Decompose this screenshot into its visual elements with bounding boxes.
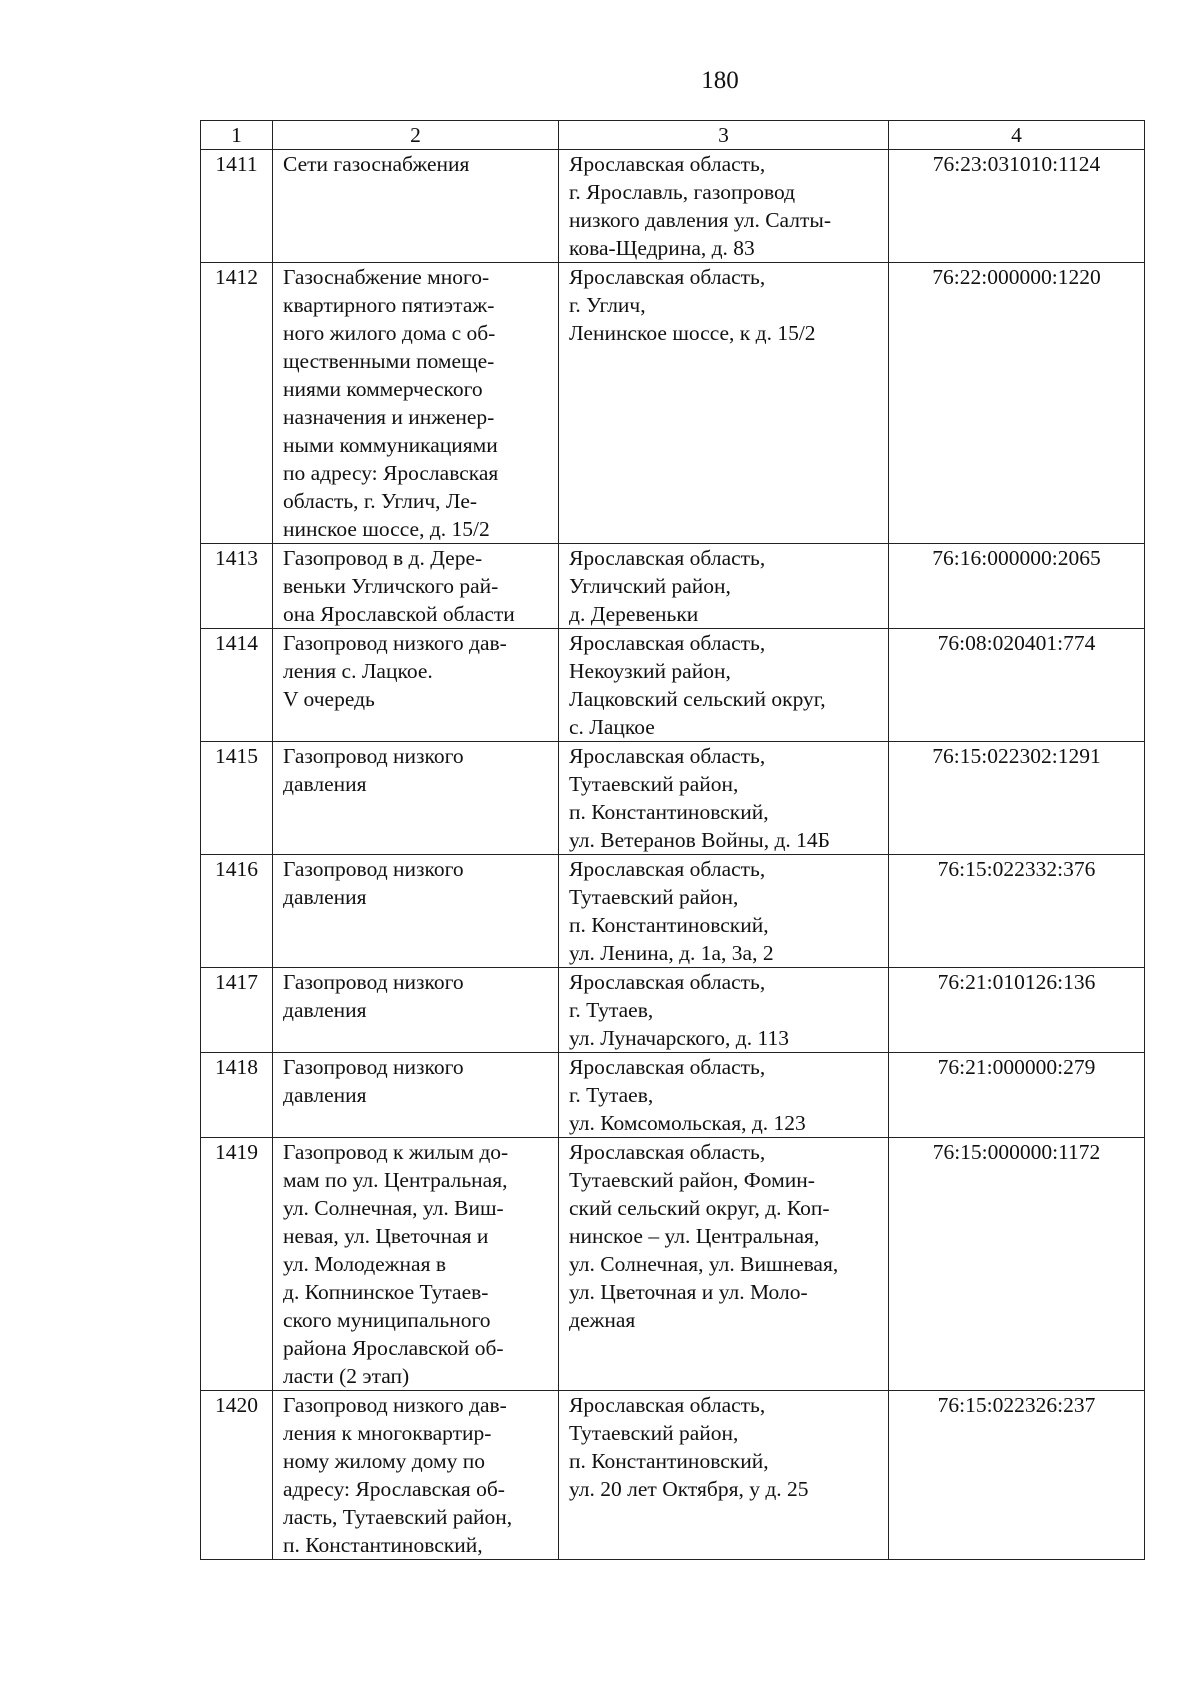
- table-row: [201, 544, 1145, 629]
- cadastral-number: 76:21:000000:279: [889, 1053, 1145, 1138]
- object-address: Ярославская область, Некоузкий район, Лацковский сельский округ, с. Лацкое: [559, 629, 889, 742]
- object-address: Ярославская область, Тутаевский район, п. Константиновский, ул. Ленина, д. 1а, 3а, 2: [559, 855, 889, 968]
- table-row: [201, 150, 1145, 263]
- table-row: [201, 968, 1145, 1053]
- cadastral-number: 76:23:031010:1124: [889, 150, 1145, 263]
- column-header-2: 2: [273, 121, 559, 150]
- object-name: Газопровод к жилым до- мам по ул. Центральная, ул. Солнечная, ул. Виш- невая, ул. Цветочная и ул. Молодежная в д. Копнинское Тутаев- ского муниципального района Ярославской об- ласти (2 этап): [273, 1138, 559, 1391]
- cadastral-number: 76:15:022332:376: [889, 855, 1145, 968]
- column-header-3: 3: [559, 121, 889, 150]
- table-row: [201, 1053, 1145, 1138]
- column-header-1: 1: [201, 121, 273, 150]
- object-address: Ярославская область, Тутаевский район, п. Константиновский, ул. Ветеранов Войны, д. 14Б: [559, 742, 889, 855]
- row-number: 1415: [201, 742, 273, 855]
- cadastral-number: 76:21:010126:136: [889, 968, 1145, 1053]
- row-number: 1411: [201, 150, 273, 263]
- object-address: Ярославская область, г. Тутаев, ул. Луначарского, д. 113: [559, 968, 889, 1053]
- cadastral-number: 76:15:022302:1291: [889, 742, 1145, 855]
- table-row: [201, 1391, 1145, 1560]
- object-name: Газопровод низкого дав- ления к многоквартир- ному жилому дому по адресу: Ярославская об- ласть, Тутаевский район, п. Константиновский,: [273, 1391, 559, 1560]
- cadastral-number: 76:22:000000:1220: [889, 263, 1145, 544]
- row-number: 1413: [201, 544, 273, 629]
- table-row: [201, 629, 1145, 742]
- object-name: Газопровод низкого давления: [273, 1053, 559, 1138]
- object-address: Ярославская область, г. Углич, Ленинское шоссе, к д. 15/2: [559, 263, 889, 544]
- table-row: [201, 855, 1145, 968]
- row-number: 1419: [201, 1138, 273, 1391]
- row-number: 1418: [201, 1053, 273, 1138]
- object-name: Газопровод в д. Дере- веньки Угличского рай- она Ярославской области: [273, 544, 559, 629]
- object-address: Ярославская область, г. Тутаев, ул. Комсомольская, д. 123: [559, 1053, 889, 1138]
- table-row: [201, 1138, 1145, 1391]
- table-row: [201, 742, 1145, 855]
- cadastral-number: 76:15:022326:237: [889, 1391, 1145, 1560]
- object-name: Газопровод низкого дав- ления с. Лацкое. V очередь: [273, 629, 559, 742]
- cadastral-number: 76:08:020401:774: [889, 629, 1145, 742]
- object-address: Ярославская область, Угличский район, д. Деревеньки: [559, 544, 889, 629]
- column-header-4: 4: [889, 121, 1145, 150]
- registry-table: [200, 120, 1145, 1560]
- object-address: Ярославская область, г. Ярославль, газопровод низкого давления ул. Салты- кова-Щедрина, д. 83: [559, 150, 889, 263]
- object-name: Газопровод низкого давления: [273, 968, 559, 1053]
- row-number: 1417: [201, 968, 273, 1053]
- row-number: 1414: [201, 629, 273, 742]
- object-name: Газоснабжение много- квартирного пятиэтаж- ного жилого дома с об- щественными помеще- ниями коммерческого назначения и инженер- ными коммуникациями по адресу: Ярославская область, г. Углич, Ле- нинское шоссе, д. 15/2: [273, 263, 559, 544]
- object-name: Газопровод низкого давления: [273, 742, 559, 855]
- page-number: 180: [701, 67, 739, 94]
- object-name: Сети газоснабжения: [273, 150, 559, 263]
- row-number: 1420: [201, 1391, 273, 1560]
- object-address: Ярославская область, Тутаевский район, п. Константиновский, ул. 20 лет Октября, у д. 25: [559, 1391, 889, 1560]
- cadastral-number: 76:16:000000:2065: [889, 544, 1145, 629]
- row-number: 1412: [201, 263, 273, 544]
- object-name: Газопровод низкого давления: [273, 855, 559, 968]
- cadastral-number: 76:15:000000:1172: [889, 1138, 1145, 1391]
- table-header-row: [201, 121, 1145, 150]
- object-address: Ярославская область, Тутаевский район, Фомин- ский сельский округ, д. Коп- нинское – ул. Центральная, ул. Солнечная, ул. Вишневая, ул. Цветочная и ул. Моло- дежная: [559, 1138, 889, 1391]
- table-row: [201, 263, 1145, 544]
- row-number: 1416: [201, 855, 273, 968]
